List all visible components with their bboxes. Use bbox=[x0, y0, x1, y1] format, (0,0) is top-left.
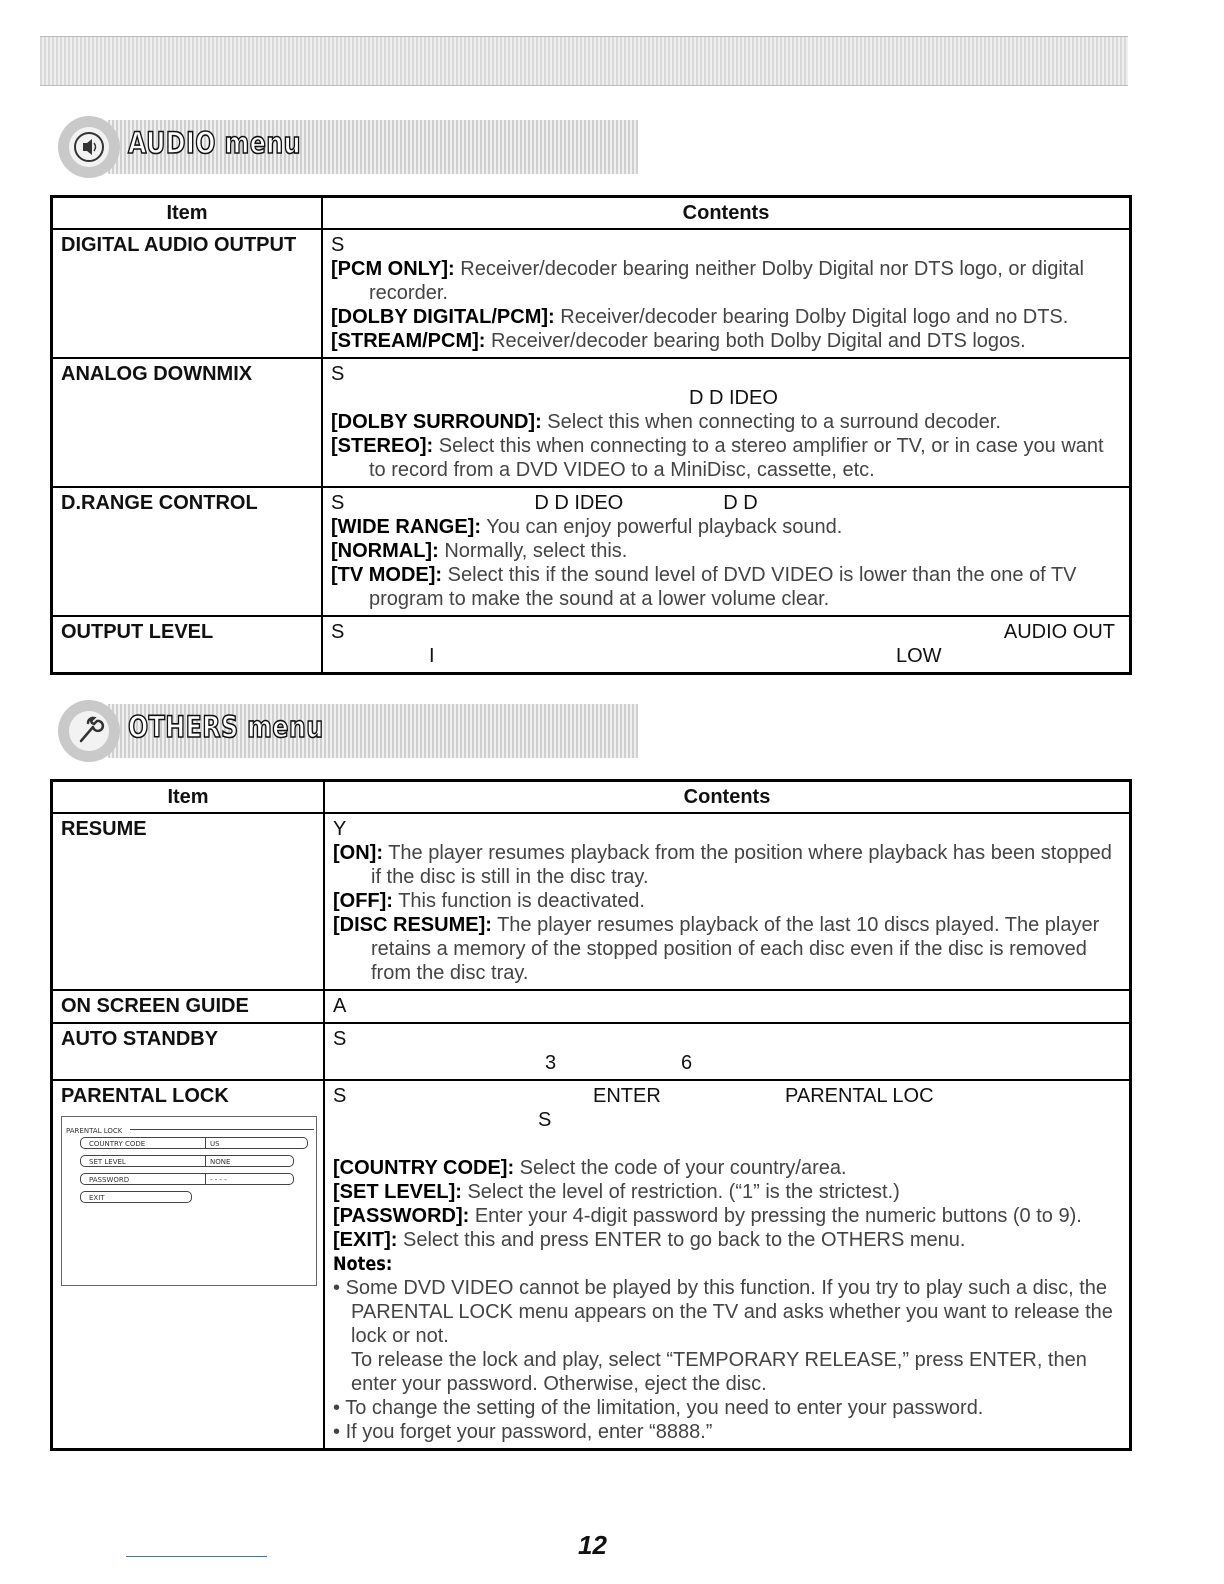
item-contents bbox=[322, 229, 1131, 358]
banner-title: AUDIO menu bbox=[128, 126, 301, 160]
note-item: • If you forget your password, enter “8888.” bbox=[333, 1421, 713, 1443]
header-item: Item bbox=[52, 781, 325, 814]
item-contents bbox=[324, 1080, 1131, 1450]
parental-lock-menu-illustration bbox=[61, 1116, 317, 1286]
first-line: S ENTER PARENTAL LOC bbox=[333, 1085, 934, 1107]
header-item: Item bbox=[52, 197, 323, 230]
mini-menu-row: COUNTRY CODE US bbox=[80, 1137, 308, 1149]
mini-menu-row: SET LEVEL NONE bbox=[80, 1155, 294, 1167]
table-row bbox=[52, 358, 1131, 487]
option: [DISC RESUME]: The player resumes playback of the last 10 discs played. The player retains a memory of the stopped position of each disc even if the disc is removed from the disc tray. bbox=[333, 914, 1100, 984]
first-line: A bbox=[333, 995, 347, 1017]
option: [DOLBY SURROUND]: Select this when connecting to a surround decoder. bbox=[331, 411, 1001, 433]
speaker-icon bbox=[58, 116, 120, 178]
table-row bbox=[52, 616, 1131, 674]
notes-heading: Notes: bbox=[333, 1253, 393, 1275]
item-name: D.RANGE CONTROL bbox=[52, 487, 323, 616]
table-row bbox=[52, 1080, 1131, 1450]
second-line: 3 6 bbox=[545, 1052, 693, 1074]
wrench-icon bbox=[58, 700, 120, 762]
item-contents bbox=[324, 1023, 1131, 1080]
option: [STEREO]: Select this when connecting to a stereo amplifier or TV, or in case you want to record from a DVD VIDEO to a MiniDisc, cassette, etc. bbox=[331, 435, 1104, 481]
option: [OFF]: This function is deactivated. bbox=[333, 890, 645, 912]
item-contents bbox=[322, 358, 1131, 487]
item-contents bbox=[324, 813, 1131, 990]
audio-menu-banner bbox=[48, 120, 648, 174]
item-name: PARENTAL LOCK bbox=[61, 1085, 229, 1107]
table-row bbox=[52, 813, 1131, 990]
note-item: • To change the setting of the limitation, you need to enter your password. bbox=[333, 1397, 984, 1419]
header-band bbox=[40, 36, 1128, 86]
first-line: S bbox=[333, 1028, 347, 1050]
table-row bbox=[52, 229, 1131, 358]
mini-menu-row: EXIT bbox=[80, 1191, 192, 1203]
option: [STREAM/PCM]: Receiver/decoder bearing both Dolby Digital and DTS logos. bbox=[331, 330, 1026, 352]
table-row bbox=[52, 990, 1131, 1023]
second-line: S bbox=[538, 1109, 552, 1131]
item-cell bbox=[52, 1080, 325, 1450]
item-name: OUTPUT LEVEL bbox=[52, 616, 323, 674]
first-line: S bbox=[331, 363, 345, 385]
text-fragment: D D IDEO bbox=[689, 387, 778, 409]
note-continuation: To release the lock and play, select “TEMPORARY RELEASE,” press ENTER, then enter your password. Otherwise, eject the disc. bbox=[351, 1349, 1087, 1395]
bottom-rule bbox=[126, 1556, 267, 1557]
option: [NORMAL]: Normally, select this. bbox=[331, 540, 628, 562]
option: [PASSWORD]: Enter your 4-digit password by pressing the numeric buttons (0 to 9). bbox=[333, 1205, 1082, 1227]
first-line: S D D IDEO D D bbox=[331, 492, 758, 514]
mini-menu-row: PASSWORD - - - - bbox=[80, 1173, 294, 1185]
note-item: • Some DVD VIDEO cannot be played by this function. If you try to play such a disc, the PARENTAL LOCK menu appears on the TV and asks whether you want to release the lock or not. bbox=[333, 1277, 1113, 1347]
option: [ON]: The player resumes playback from the position where playback has been stopped if the disc is still in the disc tray. bbox=[333, 842, 1112, 888]
item-name: AUTO STANDBY bbox=[52, 1023, 325, 1080]
item-name: ANALOG DOWNMIX bbox=[52, 358, 323, 487]
option: [DOLBY DIGITAL/PCM]: Receiver/decoder bearing Dolby Digital logo and no DTS. bbox=[331, 306, 1069, 328]
item-name: RESUME bbox=[52, 813, 325, 990]
first-line: S AUDIO OUT bbox=[331, 621, 1115, 643]
others-menu-banner bbox=[48, 704, 648, 758]
item-contents bbox=[324, 990, 1131, 1023]
second-line: I LOW bbox=[429, 645, 942, 667]
option: [PCM ONLY]: Receiver/decoder bearing neither Dolby Digital nor DTS logo, or digital recorder. bbox=[331, 258, 1084, 304]
first-line: S bbox=[331, 234, 345, 256]
option: [WIDE RANGE]: You can enjoy powerful playback sound. bbox=[331, 516, 843, 538]
mini-menu-divider bbox=[130, 1129, 314, 1130]
option: [EXIT]: Select this and press ENTER to go back to the OTHERS menu. bbox=[333, 1229, 966, 1251]
item-name: ON SCREEN GUIDE bbox=[52, 990, 325, 1023]
item-contents bbox=[322, 487, 1131, 616]
banner-title: OTHERS menu bbox=[128, 710, 324, 744]
others-table bbox=[50, 779, 1132, 1451]
table-row bbox=[52, 1023, 1131, 1080]
item-contents bbox=[322, 616, 1131, 674]
first-line: Y bbox=[333, 818, 347, 840]
mini-menu-title: PARENTAL LOCK bbox=[66, 1127, 123, 1135]
table-row bbox=[52, 487, 1131, 616]
header-contents: Contents bbox=[324, 781, 1131, 814]
option: [TV MODE]: Select this if the sound level of DVD VIDEO is lower than the one of TV program to make the sound at a lower volume clear. bbox=[331, 564, 1077, 610]
page-number: 12 bbox=[578, 1530, 607, 1560]
header-contents: Contents bbox=[322, 197, 1131, 230]
item-name: DIGITAL AUDIO OUTPUT bbox=[52, 229, 323, 358]
audio-table bbox=[50, 195, 1132, 675]
option: [SET LEVEL]: Select the level of restriction. (“1” is the strictest.) bbox=[333, 1181, 900, 1203]
option: [COUNTRY CODE]: Select the code of your country/area. bbox=[333, 1157, 847, 1179]
